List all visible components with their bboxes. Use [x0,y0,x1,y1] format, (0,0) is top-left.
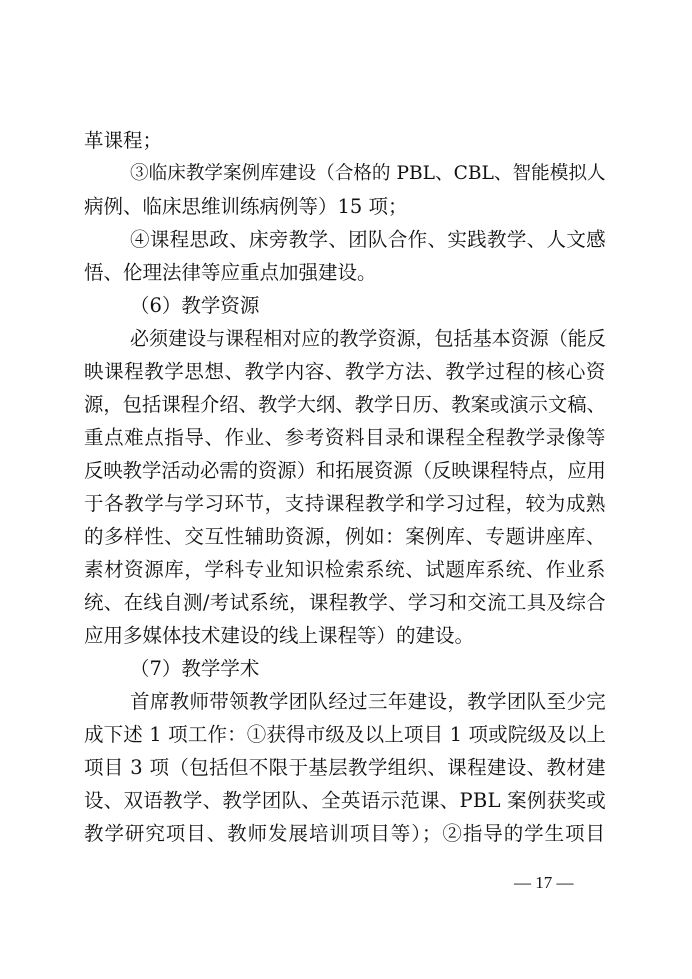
line-text: （6）教学资源 [130,294,260,317]
line-text: 教学研究项目、教师发展培训项目等）；②指导的学生项目 [84,822,606,845]
line-text: 首席教师带领教学团队经过三年建设，教学团队至少完 [130,690,606,713]
line-text: 的多样性、交互性辅助资源，例如：案例库、专题讲座库、 [84,525,606,548]
line-text: 重点难点指导、作业、参考资料目录和课程全程教学录像等 [84,426,606,449]
line-text: ④课程思政、床旁教学、团队合作、实践教学、人文感 [130,228,606,251]
line-text: 源，包括课程介绍、教学大纲、教学日历、教案或演示文稿、 [84,393,606,416]
line-text: 统、在线自测/考试系统，课程教学、学习和交流工具及综合 [84,591,606,614]
line-text: ③临床教学案例库建设（合格的 PBL、CBL、智能模拟人 [130,163,606,184]
line-text: 悟、伦理法律等应重点加强建设。 [84,261,377,284]
line-text: 成下述 1 项工作：①获得市级及以上项目 1 项或院级及以上 [84,723,606,746]
line-text: 素材资源库，学科专业知识检索系统、试题库系统、作业系 [84,558,606,581]
line-text: 于各教学与学习环节，支持课程教学和学习过程，较为成熟 [84,492,606,515]
line-text: 映课程教学思想、教学内容、教学方法、教学过程的核心资 [84,360,606,383]
line-text: 应用多媒体技术建设的线上课程等）的建设。 [84,624,475,647]
line-text: 反映教学活动必需的资源）和拓展资源（反映课程特点，应用 [84,459,606,482]
line-text: （7）教学学术 [130,657,260,680]
line-text: 必须建设与课程相对应的教学资源，包括基本资源（能反 [130,328,606,350]
line-text: 项目 3 项（包括但不限于基层教学组织、课程建设、教材建 [84,756,606,779]
line-text: 设、双语教学、教学团队、全英语示范课、PBL 案例获奖或 [84,789,606,812]
line-text: 病例、临床思维训练病例等）15 项； [84,195,408,218]
line-text: 革课程； [84,129,163,152]
page-number: — 17 — [514,873,574,892]
